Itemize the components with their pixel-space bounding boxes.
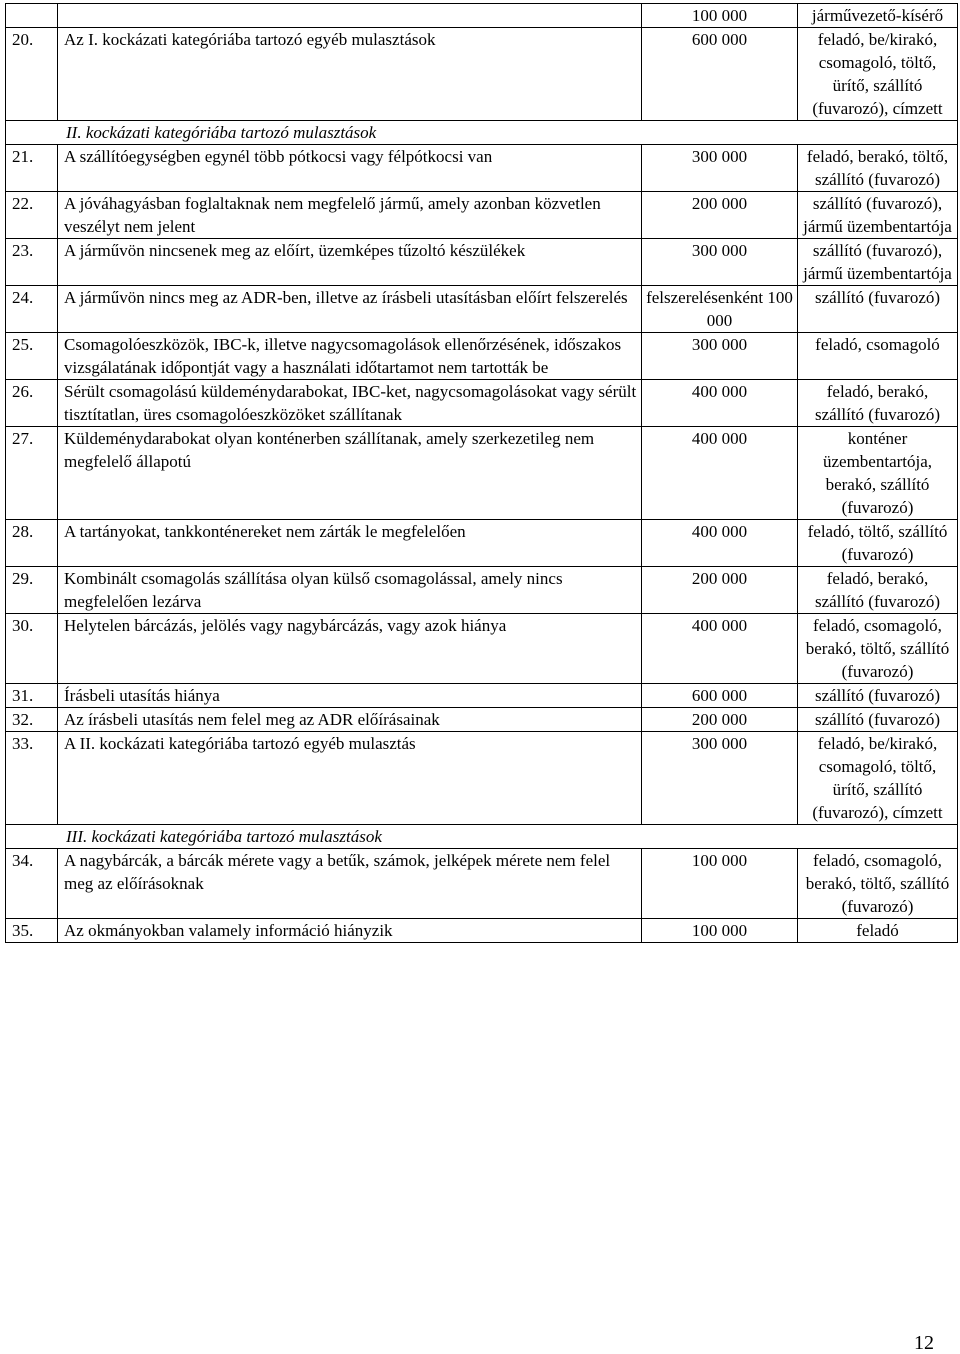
section-header-row: [6, 121, 958, 145]
row-number: [6, 4, 58, 28]
row-description: Az írásbeli utasítás nem felel meg az ADR előírásainak: [58, 708, 642, 732]
row-description: Írásbeli utasítás hiánya: [58, 684, 642, 708]
row-number: 34.: [6, 849, 58, 919]
row-amount: 300 000: [642, 333, 798, 380]
table-row: [6, 192, 958, 239]
row-responsible: feladó, berakó, töltő, szállító (fuvarozó): [798, 145, 958, 192]
row-responsible: feladó, berakó, szállító (fuvarozó): [798, 380, 958, 427]
row-number: 35.: [6, 919, 58, 943]
row-description: Sérült csomagolású küldeménydarabokat, IBC-ket, nagycsomagolásokat vagy sérült tisztítatlan, üres csomagolóeszközöket szállítanak: [58, 380, 642, 427]
row-number: 25.: [6, 333, 58, 380]
row-responsible: feladó, be/kirakó, csomagoló, töltő, ürítő, szállító (fuvarozó), címzett: [798, 28, 958, 121]
row-responsible: szállító (fuvarozó), jármű üzembentartója: [798, 192, 958, 239]
row-number: 23.: [6, 239, 58, 286]
row-number: 20.: [6, 28, 58, 121]
row-description: Küldeménydarabokat olyan konténerben szállítanak, amely szerkezetileg nem megfelelő állapotú: [58, 427, 642, 520]
row-description: A járművön nincsenek meg az előírt, üzemképes tűzoltó készülékek: [58, 239, 642, 286]
row-description: Az okmányokban valamely információ hiányzik: [58, 919, 642, 943]
row-amount: 200 000: [642, 192, 798, 239]
table-row: [6, 286, 958, 333]
row-number: 33.: [6, 732, 58, 825]
row-responsible: szállító (fuvarozó), jármű üzembentartója: [798, 239, 958, 286]
row-description: [58, 4, 642, 28]
row-number: 31.: [6, 684, 58, 708]
table-row: [6, 919, 958, 943]
row-description: Kombinált csomagolás szállítása olyan külső csomagolással, amely nincs megfelelően lezárva: [58, 567, 642, 614]
row-responsible: konténer üzembentartója, berakó, szállító (fuvarozó): [798, 427, 958, 520]
table-row: [6, 567, 958, 614]
row-number: 29.: [6, 567, 58, 614]
row-amount: 600 000: [642, 28, 798, 121]
row-description: Csomagolóeszközök, IBC-k, illetve nagycsomagolások ellenőrzésének, időszakos vizsgálatának időpontját vagy a használati időtartamot nem tartották be: [58, 333, 642, 380]
table-row: [6, 4, 958, 28]
table-row: [6, 427, 958, 520]
row-number: 32.: [6, 708, 58, 732]
row-number: 27.: [6, 427, 58, 520]
table-row: [6, 239, 958, 286]
row-responsible: feladó, töltő, szállító (fuvarozó): [798, 520, 958, 567]
table-row: [6, 520, 958, 567]
table-row: [6, 333, 958, 380]
table-row: [6, 684, 958, 708]
table-row: [6, 732, 958, 825]
row-amount: 300 000: [642, 145, 798, 192]
row-description: Az I. kockázati kategóriába tartozó egyéb mulasztások: [58, 28, 642, 121]
row-description: A tartányokat, tankkonténereket nem zárták le megfelelően: [58, 520, 642, 567]
row-amount: 100 000: [642, 4, 798, 28]
row-responsible: feladó, csomagoló, berakó, töltő, szállító (fuvarozó): [798, 849, 958, 919]
row-responsible: szállító (fuvarozó): [798, 684, 958, 708]
row-responsible: feladó, csomagoló, berakó, töltő, szállító (fuvarozó): [798, 614, 958, 684]
row-responsible: szállító (fuvarozó): [798, 708, 958, 732]
row-description: Helytelen bárcázás, jelölés vagy nagybárcázás, vagy azok hiánya: [58, 614, 642, 684]
row-number: 22.: [6, 192, 58, 239]
row-amount: 400 000: [642, 427, 798, 520]
row-responsible: szállító (fuvarozó): [798, 286, 958, 333]
table-row: [6, 708, 958, 732]
row-amount: 300 000: [642, 239, 798, 286]
row-amount: 100 000: [642, 849, 798, 919]
row-responsible: járművezető-kísérő: [798, 4, 958, 28]
row-responsible: feladó, berakó, szállító (fuvarozó): [798, 567, 958, 614]
row-amount: 600 000: [642, 684, 798, 708]
row-description: A járművön nincs meg az ADR-ben, illetve az írásbeli utasításban előírt felszerelés: [58, 286, 642, 333]
table-row: [6, 28, 958, 121]
row-description: A II. kockázati kategóriába tartozó egyéb mulasztás: [58, 732, 642, 825]
page-number: 12: [914, 1332, 934, 1354]
row-number: 30.: [6, 614, 58, 684]
table-row: [6, 145, 958, 192]
row-number: 21.: [6, 145, 58, 192]
section-heading-ii: II. kockázati kategóriába tartozó mulasztások: [6, 121, 958, 145]
row-amount: felszerelésenként 100 000: [642, 286, 798, 333]
penalty-table: [5, 3, 958, 943]
row-amount: 100 000: [642, 919, 798, 943]
row-number: 24.: [6, 286, 58, 333]
row-amount: 200 000: [642, 567, 798, 614]
row-amount: 400 000: [642, 520, 798, 567]
table-row: [6, 614, 958, 684]
row-amount: 200 000: [642, 708, 798, 732]
table-row: [6, 849, 958, 919]
row-amount: 400 000: [642, 614, 798, 684]
row-number: 28.: [6, 520, 58, 567]
row-amount: 300 000: [642, 732, 798, 825]
row-description: A jóváhagyásban foglaltaknak nem megfelelő jármű, amely azonban közvetlen veszélyt nem jelent: [58, 192, 642, 239]
row-responsible: feladó, be/kirakó, csomagoló, töltő, ürítő, szállító (fuvarozó), címzett: [798, 732, 958, 825]
section-header-row: [6, 825, 958, 849]
section-heading-iii: III. kockázati kategóriába tartozó mulasztások: [6, 825, 958, 849]
row-description: A szállítóegységben egynél több pótkocsi vagy félpótkocsi van: [58, 145, 642, 192]
table-row: [6, 380, 958, 427]
row-responsible: feladó: [798, 919, 958, 943]
row-amount: 400 000: [642, 380, 798, 427]
row-description: A nagybárcák, a bárcák mérete vagy a betűk, számok, jelképek mérete nem felel meg az előírásoknak: [58, 849, 642, 919]
row-number: 26.: [6, 380, 58, 427]
row-responsible: feladó, csomagoló: [798, 333, 958, 380]
